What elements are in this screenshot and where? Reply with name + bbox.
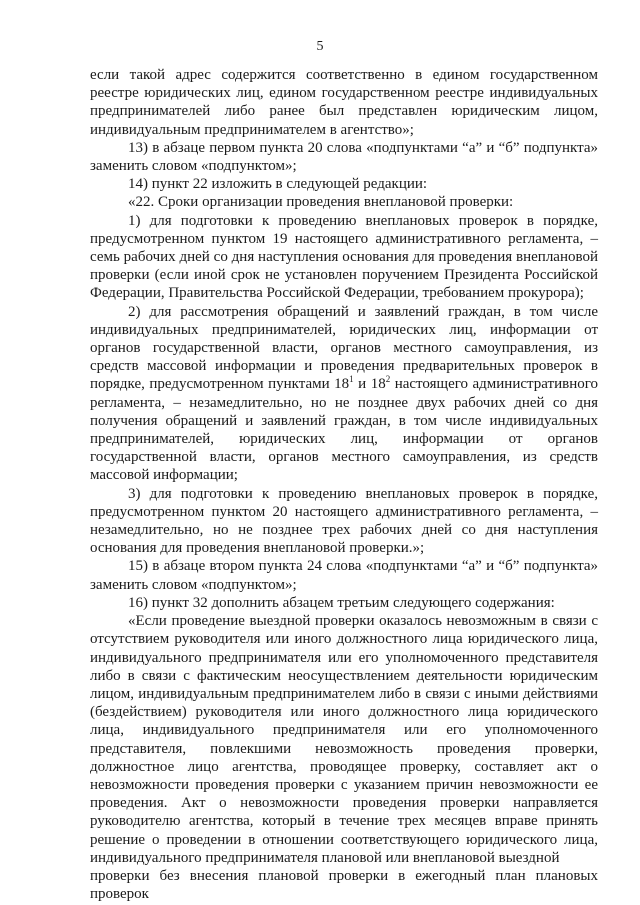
paragraph-7: 3) для подготовки к проведению внеплановых проверок в порядке, предусмотренном пунктом 20 настоящего административного регламента, – незамедлительно, но не позднее трех рабочих дней со дня наступления основания для проведения внеплановой проверки.»; xyxy=(90,485,598,557)
paragraph-6-text-a: 2) для рассмотрения обращений и заявлений граждан, в том числе индивидуальных предпринимателей, юридических лиц, информации от органов государственной власти, органов местного самоуправления, из средств массовой информации и проведения предварительных проверок в порядке, предусмотренном пунктами 18 xyxy=(90,303,598,393)
document-body xyxy=(90,66,598,903)
paragraph-1: если такой адрес содержится соответственно в едином государственном реестре юридических лиц, едином государственном реестре индивидуальных предпринимателей либо ранее был представлен юридическим лицом, индивидуальным предпринимателем в агентство»; xyxy=(90,67,598,138)
paragraph-11: проверки без внесения плановой проверки в ежегодный план плановых проверок xyxy=(90,867,598,903)
paragraph-3: 14) пункт 22 изложить в следующей редакции: xyxy=(128,176,428,193)
paragraph-6 xyxy=(90,303,598,485)
superscript-1: 1 xyxy=(349,374,354,385)
paragraph-6-text-c: настоящего административного регламента, – незамедлительно, но не позднее двух рабочих дней со дня получения обращений и заявлений граждан, в том числе индивидуальных предпринимателей, юридических лиц, информации от органов государственной власти, органов местного самоуправления, из средств массовой информации; xyxy=(90,376,598,484)
paragraph-10: «Если проведение выездной проверки оказалось невозможным в связи с отсутствием руководителя или иного должностного лица юридического лица, индивидуального предпринимателя или его уполномоченного представителя либо в связи с фактическим неосуществлением деятельности юридическим лицом, индивидуальным предпринимателем либо в связи с иными действиями (бездействием) руководителя или иного должностного лица юридического лица, индивидуального предпринимателя или его уполномоченного представителя, повлекшими невозможность проведения проверки, должностное лицо агентства, проводящее проверку, составляет акт о невозможности проведения проверки с указанием причин невозможности ее проведения. Акт о невозможности проведения проверки направляется руководителю агентства, который в течение трех месяцев вправе принять решение о проведении в отношении соответствующего юридического лица, индивидуального предпринимателя плановой или внеплановой выездной xyxy=(90,613,598,866)
paragraph-4: «22. Сроки организации проведения внеплановой проверки: xyxy=(128,194,514,211)
paragraph-5: 1) для подготовки к проведению внеплановых проверок в порядке, предусмотренном пунктом 19 настоящего административного регламента, – семь рабочих дней со дня наступления основания для проведения внеплановой проверки (если иной срок не установлен поручением Президента Российской Федерации, Правительства Российской Федерации, требованием прокурора); xyxy=(90,212,598,302)
page-number: 5 xyxy=(316,39,324,54)
paragraph-6-text-b: и 18 xyxy=(353,376,386,393)
superscript-2: 2 xyxy=(385,374,391,385)
paragraph-9: 16) пункт 32 дополнить абзацем третьим следующего содержания: xyxy=(128,594,555,611)
paragraph-2: 13) в абзаце первом пункта 20 слова «подпунктами “а” и “б” подпункта» заменить словом «подпунктом»; xyxy=(90,139,598,175)
paragraph-8: 15) в абзаце втором пункта 24 слова «подпунктами “а” и “б” подпункта» заменить словом «подпунктом»; xyxy=(90,558,598,593)
